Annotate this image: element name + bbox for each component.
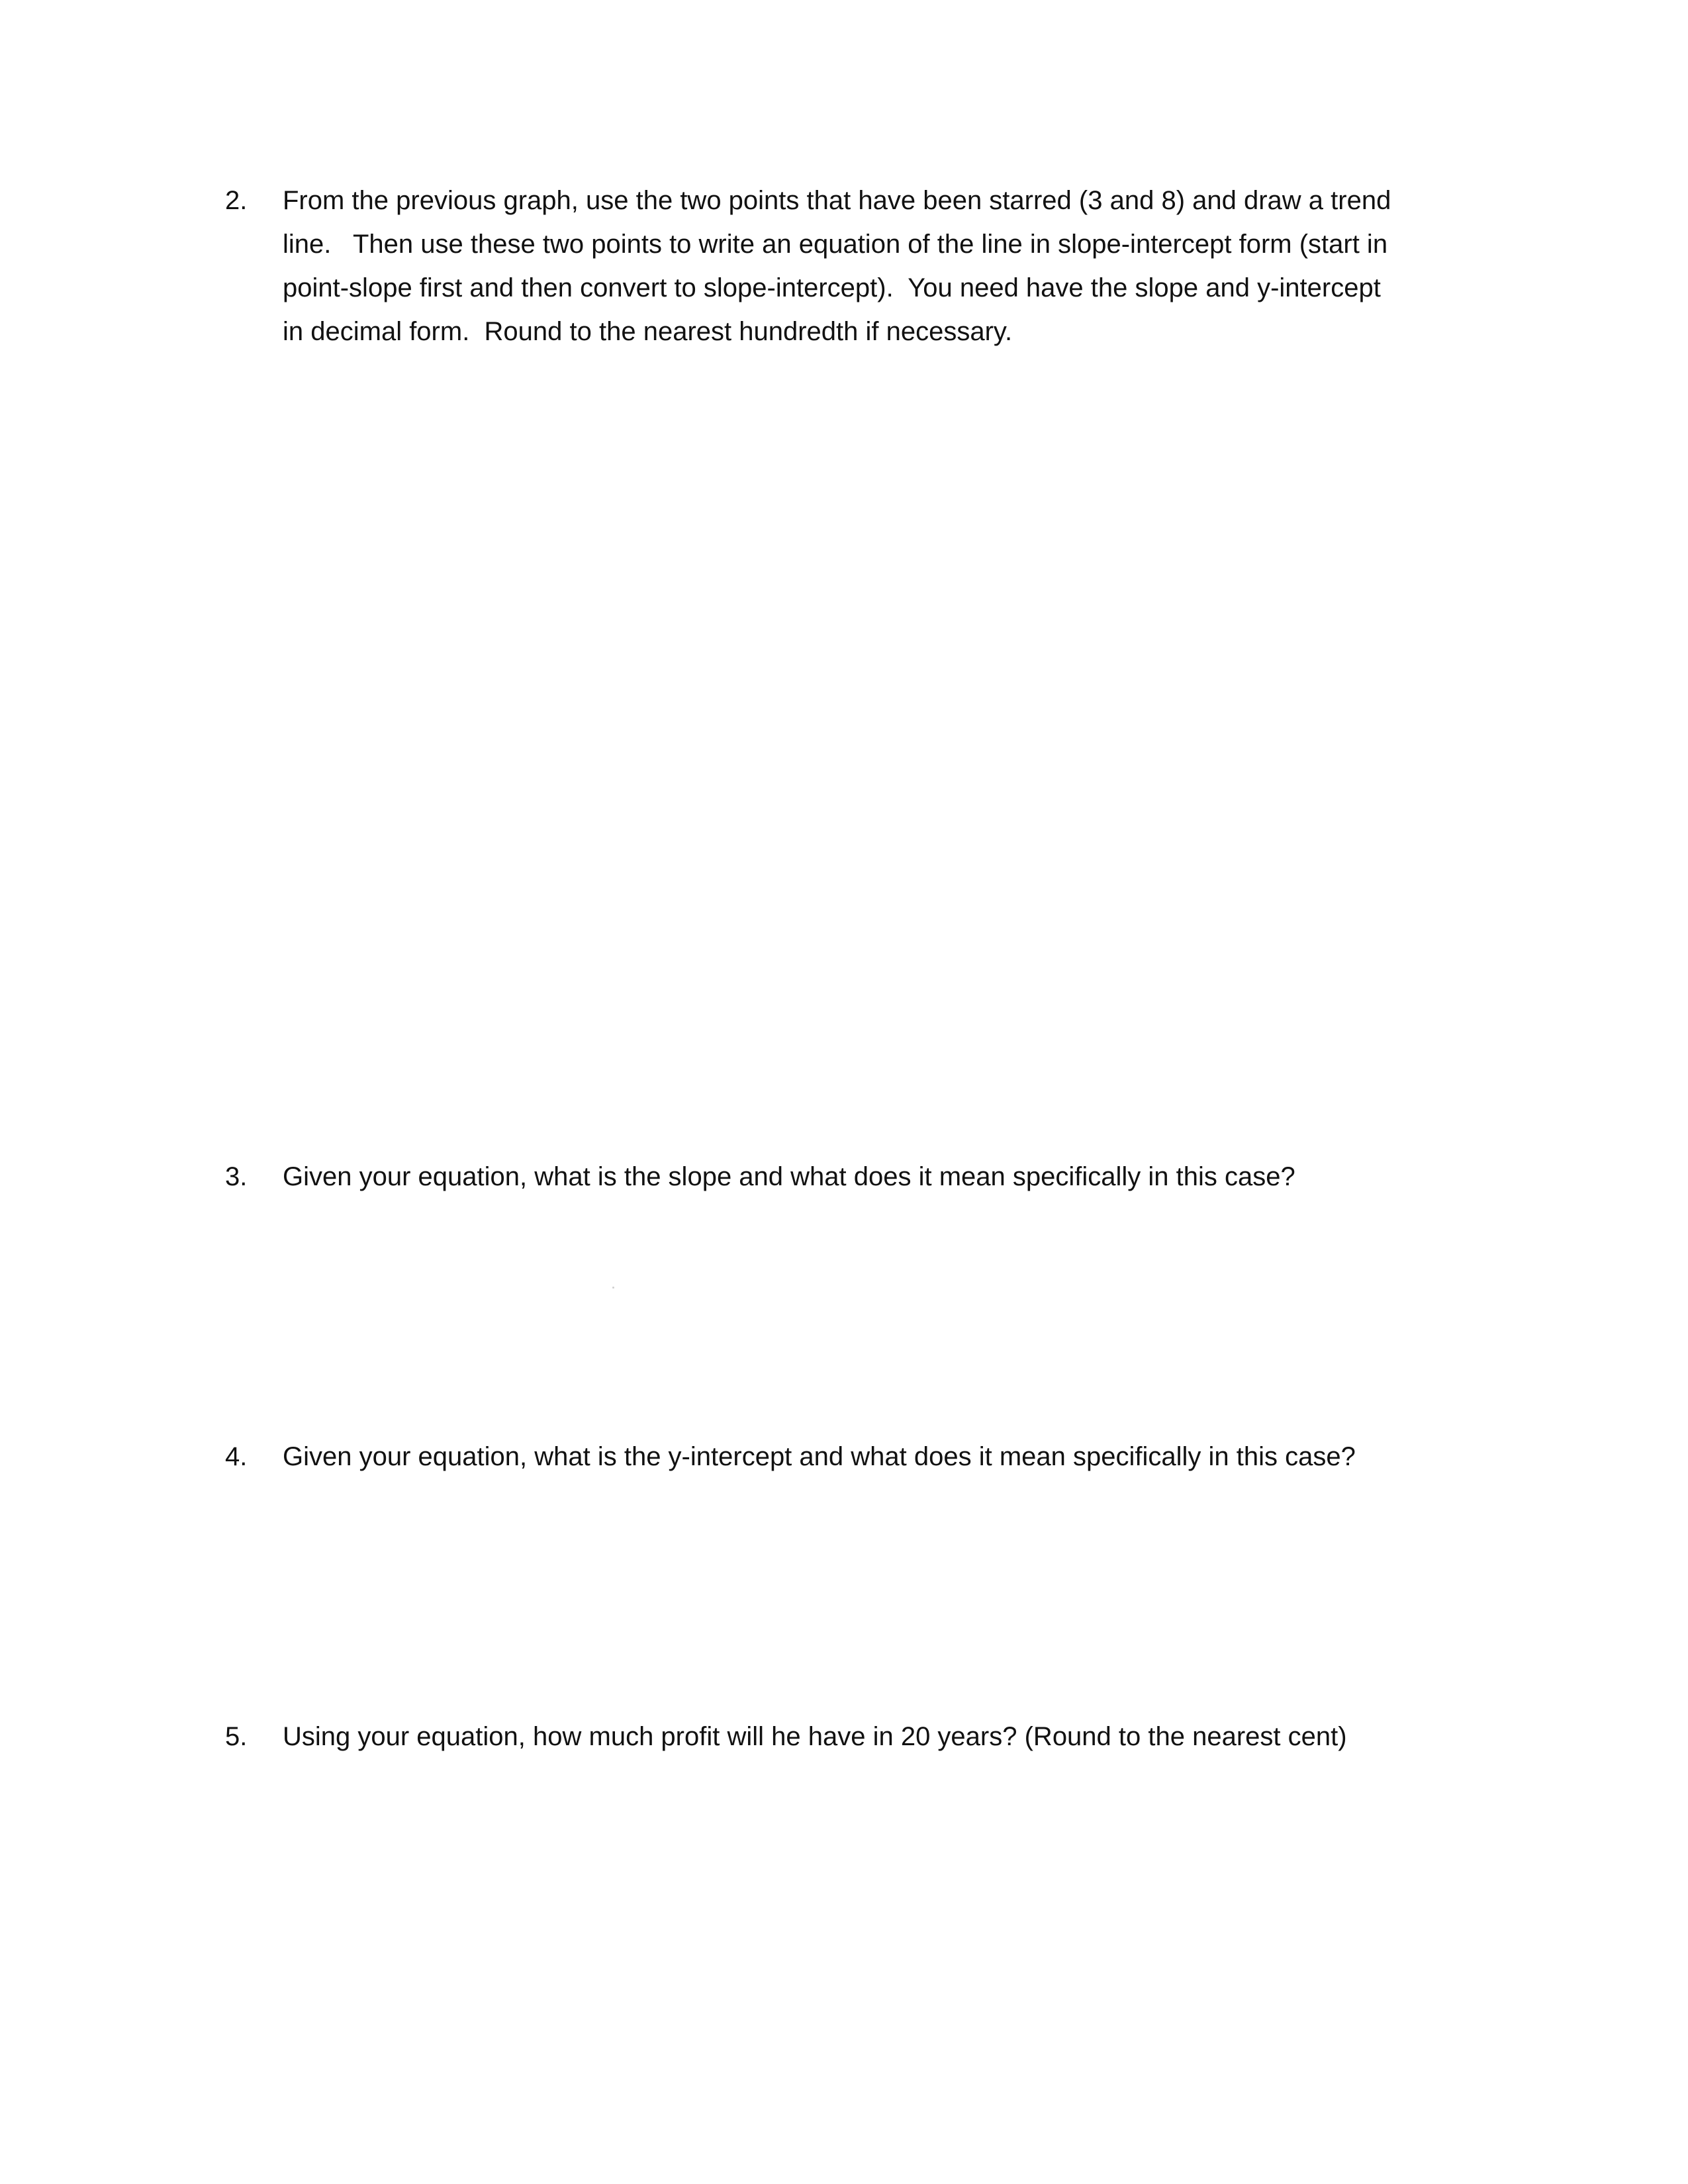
question-text-line: in decimal form. Round to the nearest hundredth if necessary. xyxy=(283,317,1013,346)
question-text-line: Given your equation, what is the y-intercept and what does it mean specifically in this case? xyxy=(283,1442,1356,1471)
question-text-line: Given your equation, what is the slope and what does it mean specifically in this case? xyxy=(283,1162,1295,1191)
question-number: 4. xyxy=(225,1442,248,1471)
question-text-line: Using your equation, how much profit will he have in 20 years? (Round to the nearest cent) xyxy=(283,1722,1347,1751)
question-text-line: line. Then use these two points to write an equation of the line in slope-intercept form (start in xyxy=(283,230,1388,259)
question-text xyxy=(283,1435,1483,1479)
question-number: 5. xyxy=(225,1722,248,1751)
question-text xyxy=(283,1155,1483,1199)
question-text-line: From the previous graph, use the two points that have been starred (3 and 8) and draw a trend xyxy=(283,186,1391,215)
question-text-line: point-slope first and then convert to slope-intercept). You need have the slope and y-intercept xyxy=(283,273,1381,302)
scan-speck xyxy=(612,1287,614,1289)
question-number: 2. xyxy=(225,186,248,215)
question-text xyxy=(283,1715,1483,1758)
question-text xyxy=(283,179,1483,353)
question-number: 3. xyxy=(225,1162,248,1191)
